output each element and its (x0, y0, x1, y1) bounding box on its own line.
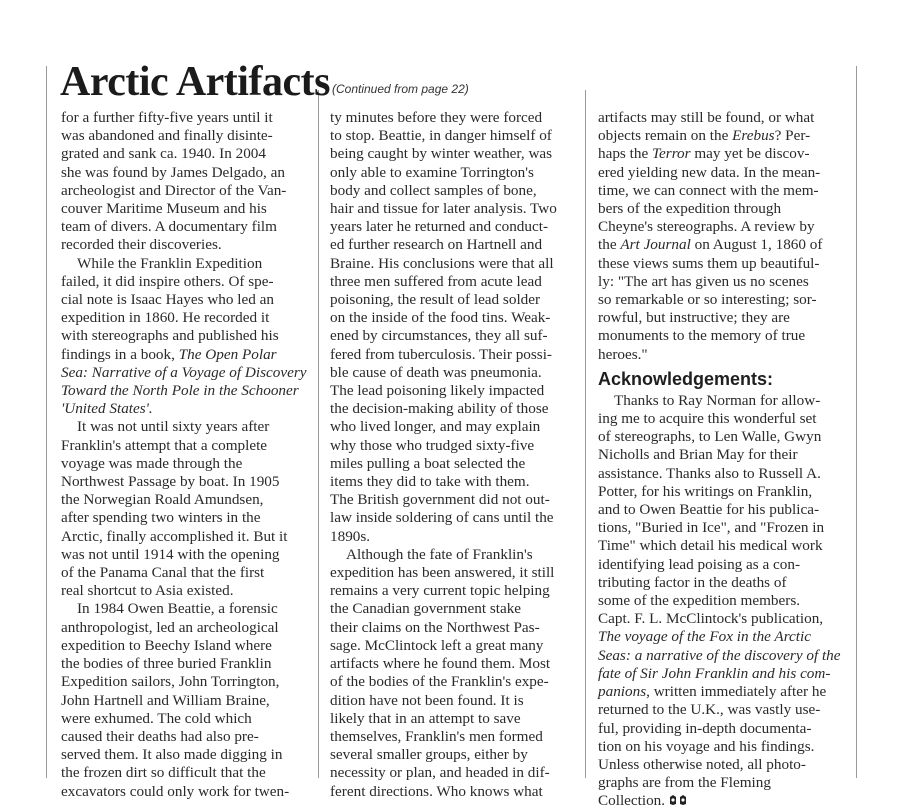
text-line: several smaller groups, either by (330, 746, 528, 764)
text-line: the bodies of three buried Franklin (61, 655, 272, 673)
text-line: body and collect samples of bone, (330, 181, 537, 199)
text-line: why those who trudged sixty-five (330, 436, 535, 454)
text-line: fered from tuberculosis. Their possi- (330, 345, 552, 363)
text-line: 1890s. (330, 527, 371, 545)
text-line: Northwest Passage by boat. In 1905 (61, 473, 280, 491)
text-line: voyage was made through the (61, 454, 243, 472)
text-line: only able to examine Torrington's (330, 163, 534, 181)
text-line: caused their deaths had also pre- (61, 727, 259, 745)
text-line: were exhumed. The cold which (61, 709, 252, 727)
text-line: some of the expedition members. (598, 592, 801, 610)
text-line: poisoning, the result of lead solder (330, 291, 541, 309)
text-line: cial note is Isaac Hayes who led an (61, 291, 274, 309)
text-line: The British government did not out- (330, 491, 550, 509)
text-column-3 (598, 109, 850, 811)
text-line: The lead poisoning likely impacted (330, 382, 545, 400)
continued-note: (Continued from page 22) (332, 82, 469, 96)
text-line: Potter, for his writings on Franklin, (598, 482, 813, 500)
text-line: recorded their discoveries. (61, 236, 222, 254)
text-line: the Canadian government stake (330, 600, 522, 618)
text-line: law inside soldering of cans until the (330, 509, 554, 527)
text-line: graphs are from the Fleming (598, 774, 771, 792)
publication-name: Art Journal (620, 236, 691, 254)
text-line: Capt. F. L. McClintock's publication, (598, 610, 824, 628)
text-line (598, 127, 850, 145)
text-line: who lived longer, and may explain (330, 418, 541, 436)
text-line: was not until 1914 with the opening (61, 545, 280, 563)
book-title-fragment: The Open Polar (178, 345, 277, 363)
text-line: It was not until sixty years after (77, 418, 270, 436)
text-line: assistance. Thanks also to Russell A. (598, 464, 821, 482)
column-rule-left (46, 66, 47, 778)
book-title-fragment: panions (598, 683, 647, 701)
text-line: served them. It also made digging in (61, 746, 283, 764)
book-title-line: fate of Sir John Franklin and his com- (598, 664, 831, 682)
text-line (598, 792, 850, 811)
book-title-line: Sea: Narrative of a Voyage of Discovery (61, 363, 307, 381)
text-line: for a further fifty-five years until it (61, 109, 273, 126)
text-line: Although the fate of Franklin's (346, 545, 533, 563)
text-column-2 (330, 109, 575, 801)
text-line: so remarkable or so interesting; sor- (598, 291, 817, 309)
text-line: years later he returned and conduct- (330, 218, 549, 236)
text-line: anthropologist, led an archeological (61, 618, 279, 636)
text-line: was abandoned and finally disinte- (61, 127, 273, 145)
text-fragment: may yet be discov- (694, 145, 810, 163)
text-line: expedition to Beechy Island where (61, 636, 272, 654)
text-fragment: on August 1, 1860 of (694, 236, 823, 254)
text-column-1 (61, 109, 311, 801)
text-line: Cheyne's stereographs. A review by (598, 218, 815, 236)
text-line: the frozen dirt so difficult that the (61, 764, 266, 782)
text-line (598, 236, 850, 254)
text-fragment: findings in a book, (61, 345, 175, 363)
acknowledgements-heading: Acknowledgements: (598, 368, 774, 389)
text-line: couver Maritime Museum and his (61, 200, 267, 218)
text-line (598, 683, 850, 701)
text-line: Franklin's attempt that a complete (61, 436, 268, 454)
text-line: Expedition sailors, John Torrington, (61, 673, 280, 691)
text-line: ty minutes before they were forced (330, 109, 543, 126)
text-line: archeologist and Director of the Van- (61, 181, 287, 199)
text-line: ered yielding new data. In the mean- (598, 163, 821, 181)
text-line: Arctic, finally accomplished it. But it (61, 527, 288, 545)
end-of-article-icon (669, 793, 689, 811)
text-fragment: , written immediately after he (646, 683, 827, 701)
text-line: she was found by James Delgado, an (61, 163, 285, 181)
book-title-line: Seas: a narrative of the discovery of the (598, 646, 841, 664)
text-line: failed, it did inspire others. Of spe- (61, 272, 274, 290)
text-line: sage. McClintock left a great many (330, 636, 544, 654)
text-line: monuments to the memory of true (598, 327, 806, 345)
text-line: tributing factor in the deaths of (598, 573, 787, 591)
text-line: to stop. Beattie, in danger himself of (330, 127, 552, 145)
text-line: of the bodies of the Franklin's expe- (330, 673, 549, 691)
text-line: real shortcut to Asia existed. (61, 582, 234, 600)
text-line: ed further research on Hartnell and (330, 236, 543, 254)
text-line: In 1984 Owen Beattie, a forensic (77, 600, 278, 618)
text-line: the Norwegian Roald Amundsen, (61, 491, 264, 509)
column-rule-1 (318, 90, 319, 778)
text-line: of stereographs, to Len Walle, Gwyn (598, 428, 822, 446)
text-line: Nicholls and Brian May for their (598, 446, 798, 464)
text-fragment: ? Per- (774, 127, 811, 145)
text-line: their claims on the Northwest Pas- (330, 618, 540, 636)
text-line: themselves, Franklin's men formed (330, 727, 543, 745)
column-rule-2 (585, 90, 586, 778)
text-line: with stereographs and published his (61, 327, 279, 345)
text-line: excavators could only work for twen- (61, 782, 290, 800)
text-line: John Hartnell and William Braine, (61, 691, 270, 709)
text-line: tions, "Buried in Ice", and "Frozen in (598, 519, 825, 537)
text-line: and to Owen Beattie for his publica- (598, 501, 819, 519)
text-line: heroes." (598, 345, 648, 363)
text-line: While the Franklin Expedition (77, 254, 263, 272)
text-line: dition have not been found. It is (330, 691, 524, 709)
text-line: ened by circumstances, they all suf- (330, 327, 548, 345)
text-line: team of divers. A documentary film (61, 218, 277, 236)
text-fragment: objects remain on the (598, 127, 729, 145)
text-line: ing me to acquire this wonderful set (598, 410, 817, 428)
text-line: Time" which detail his medical work (598, 537, 823, 555)
text-line: grated and sank ca. 1940. In 2004 (61, 145, 266, 163)
book-title-line: The voyage of the Fox in the Arctic (598, 628, 811, 646)
article-title: Arctic Artifacts (60, 59, 330, 105)
text-line: after spending two winters in the (61, 509, 261, 527)
text-line: miles pulling a boat selected the (330, 454, 526, 472)
text-line: these views sums them up beautiful- (598, 254, 820, 272)
text-line: artifacts may still be found, or what (598, 109, 815, 126)
text-line: hair and tissue for later analysis. Two (330, 200, 557, 218)
text-line: on the inside of the food tins. Weak- (330, 309, 551, 327)
text-line: returned to the U.K., was vastly use- (598, 701, 821, 719)
text-line (598, 145, 850, 163)
text-fragment: Collection. (598, 792, 666, 810)
text-fragment: haps the (598, 145, 649, 163)
text-line: Unless otherwise noted, all photo- (598, 755, 806, 773)
text-fragment: the (598, 236, 617, 254)
column-rule-right (856, 66, 857, 778)
text-line: Braine. His conclusions were that all (330, 254, 554, 272)
text-line: ferent directions. Who knows what (330, 782, 543, 800)
text-line: bers of the expedition through (598, 200, 782, 218)
text-line: being caught by winter weather, was (330, 145, 553, 163)
ship-name-erebus: Erebus (732, 127, 775, 145)
text-line: identifying lead poising as a con- (598, 555, 801, 573)
text-line: tion on his voyage and his findings. (598, 737, 815, 755)
text-line: of the Panama Canal that the first (61, 564, 265, 582)
text-line: necessity or plan, and headed in dif- (330, 764, 550, 782)
text-line (61, 346, 311, 364)
text-line: likely that in an attempt to save (330, 709, 521, 727)
ship-name-terror: Terror (652, 145, 691, 163)
text-line: ful, providing in-depth documenta- (598, 719, 812, 737)
text-line: the decision-making ability of those (330, 400, 549, 418)
text-line: ble cause of death was pneumonia. (330, 363, 542, 381)
book-title-line: 'United States'. (61, 400, 153, 418)
text-line: items they did to take with them. (330, 473, 530, 491)
text-line: Thanks to Ray Norman for allow- (614, 391, 821, 409)
text-line: remains a very current topic helping (330, 582, 550, 600)
text-line: ly: "The art has given us no scenes (598, 272, 809, 290)
text-line: three men suffered from acute lead (330, 272, 542, 290)
text-line: expedition in 1860. He recorded it (61, 309, 270, 327)
text-line: expedition has been answered, it still (330, 564, 555, 582)
book-title-line: Toward the North Pole in the Schooner (61, 382, 299, 400)
text-line: artifacts where he found them. Most (330, 655, 551, 673)
text-line: rowful, but instructive; they are (598, 309, 790, 327)
text-line: time, we can connect with the mem- (598, 181, 819, 199)
